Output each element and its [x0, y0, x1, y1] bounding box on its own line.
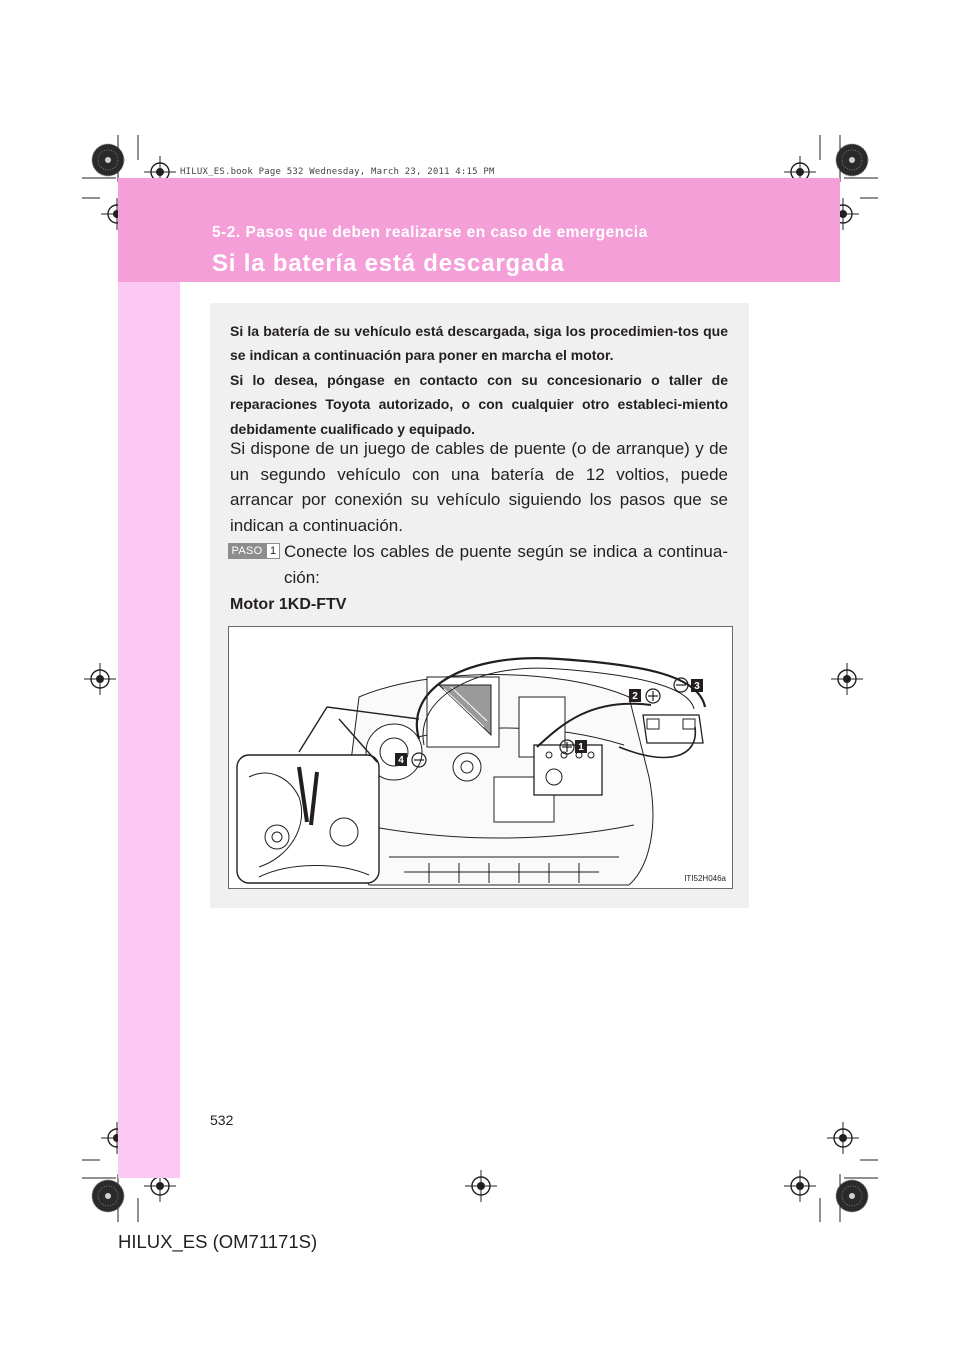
callout-3: 3 — [694, 681, 700, 692]
intro-paragraph: Si lo desea, póngase en contacto con su concesionario o taller de reparaciones Toyota autorizado, o con cualquier otro estableci-miento debidamente cualificado y equipado. — [230, 371, 728, 437]
page-number: 532 — [210, 1112, 234, 1128]
step-text: Conecte los cables de puente según se indica a continua-ción: — [284, 542, 728, 587]
side-tab-strip — [118, 178, 180, 1178]
callout-4: 4 — [398, 755, 404, 766]
step-badge-number: 1 — [266, 543, 280, 559]
jump-start-illustration — [228, 626, 733, 889]
step-badge-label: PASO — [228, 543, 266, 559]
intro-text — [230, 319, 728, 441]
step-badge — [228, 543, 278, 559]
book-info: HILUX_ES.book Page 532 Wednesday, March 23, 2011 4:15 PM — [180, 167, 495, 177]
intro-paragraph: Si la batería de su vehículo está descargada, siga los procedimien-tos que se indican a continuación para poner en marcha el motor. — [230, 323, 728, 364]
figure-code: ITI52H046a — [684, 874, 726, 883]
engine-bay-drawing — [229, 627, 732, 888]
page-title: Si la batería está descargada — [212, 250, 565, 277]
engine-subheading: Motor 1KD-FTV — [230, 596, 347, 613]
model-code: HILUX_ES (OM71171S) — [118, 1231, 318, 1252]
callout-2: 2 — [632, 691, 638, 702]
breadcrumb: 5-2. Pasos que deben realizarse en caso de emergencia — [212, 224, 648, 241]
body-paragraph: Si dispone de un juego de cables de puente (o de arranque) y de un segundo vehículo con una batería de 12 voltios, puede arrancar por conexión su vehículo siguiendo los pasos que se indican a continuación. — [230, 439, 728, 535]
callout-1: 1 — [578, 742, 584, 753]
